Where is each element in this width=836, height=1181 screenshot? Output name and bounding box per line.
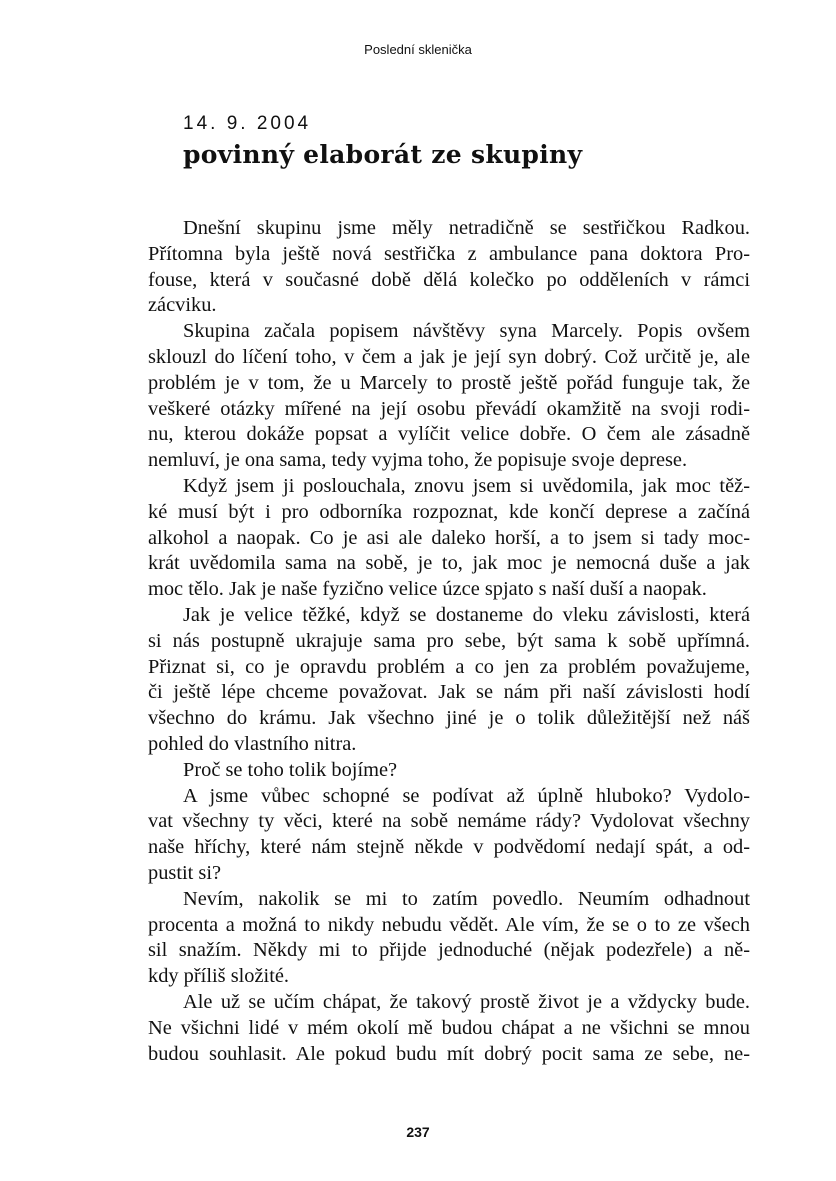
text-line: procenta a možná to nikdy nebudu vědět. Ale vím, že se o to ze všech	[148, 913, 750, 936]
text-line: budou souhlasit. Ale pokud budu mít dobrý pocit sama ze sebe, ne-	[148, 1042, 750, 1065]
text-line: vat všechny ty věci, které na sobě nemáme rády? Vydolovat všechny	[148, 810, 750, 833]
page-number: 237	[406, 1124, 430, 1140]
text-line: kdy příliš složité.	[148, 965, 290, 988]
text-line: Nevím, nakolik se mi to zatím povedlo. Neumím odhadnout	[183, 887, 750, 910]
text-line: nu, kterou dokáže popsat a vylíčit velice dobře. O čem ale zásadně	[148, 423, 750, 446]
text-line: Dnešní skupinu jsme měly netradičně se sestřičkou Radkou.	[183, 217, 750, 239]
text-line: si nás postupně ukrajuje sama pro sebe, být sama k sobě upřímná.	[148, 629, 750, 652]
text-line: Přítomna byla ještě nová sestřička z ambulance pana doktora Pro-	[148, 242, 750, 265]
text-line: moc tělo. Jak je naše fyzično velice úzce spjato s naší duší a naopak.	[148, 578, 707, 601]
text-line: A jsme vůbec schopné se podívat až úplně hluboko? Vydolo-	[183, 784, 750, 807]
text-line: Když jsem ji poslouchala, znovu jsem si uvědomila, jak moc těž-	[183, 474, 750, 497]
running-head: Poslední sklenička	[364, 42, 472, 57]
text-line: Ale už se učím chápat, že takový prostě život je a vždycky bude.	[183, 990, 750, 1013]
text-line: či ještě lépe chceme považovat. Jak se nám při naší závislosti hodí	[148, 681, 750, 704]
text-line: Přiznat si, co je opravdu problém a co jen za problém považujeme,	[148, 655, 750, 678]
body-text	[148, 216, 750, 1067]
text-line: Jak je velice těžké, když se dostaneme do vleku závislosti, která	[183, 603, 750, 626]
text-line: fouse, která v současné době dělá kolečko po odděleních v rámci	[148, 268, 750, 291]
text-line: pohled do vlastního nitra.	[148, 732, 357, 755]
text-line: alkohol a naopak. Co je asi ale daleko horší, a to jsem si tady moc-	[148, 526, 750, 549]
text-line: veškeré otázky mířené na její osobu převádí okamžitě na svoji rodi-	[148, 397, 750, 420]
text-line: všechno do krámu. Jak všechno jiné je o tolik důležitější než náš	[148, 707, 750, 730]
text-line: Skupina začala popisem návštěvy syna Marcely. Popis ovšem	[183, 320, 750, 343]
text-line: problém je v tom, že u Marcely to prostě ještě pořád funguje tak, že	[148, 371, 750, 394]
text-line: sklouzl do líčení toho, v čem a jak je její syn dobrý. Což určitě je, ale	[148, 345, 750, 368]
chapter-title: povinný elaborát ze skupiny	[183, 140, 583, 169]
text-line: ké musí být i pro odborníka rozpoznat, kde končí deprese a začíná	[148, 500, 750, 523]
text-line: naše hříchy, které nám stejně někde v podvědomí nedají spát, a od-	[148, 836, 750, 859]
text-line: Proč se toho tolik bojíme?	[183, 758, 398, 781]
text-line: sil snažím. Někdy mi to přijde jednoduché (nějak podezřele) a ně-	[148, 939, 750, 962]
text-line: nemluví, je ona sama, tedy vyjma toho, že popisuje svoje deprese.	[148, 449, 688, 472]
entry-date: 14. 9. 2004	[183, 113, 312, 134]
text-line: zácviku.	[148, 294, 217, 317]
text-line: pustit si?	[148, 861, 222, 884]
text-line: Ne všichni lidé v mém okolí mě budou chápat a ne všichni se mnou	[148, 1016, 750, 1039]
text-line: krát uvědomila sama na sobě, je to, jak moc je nemocná duše a jak	[148, 552, 750, 575]
